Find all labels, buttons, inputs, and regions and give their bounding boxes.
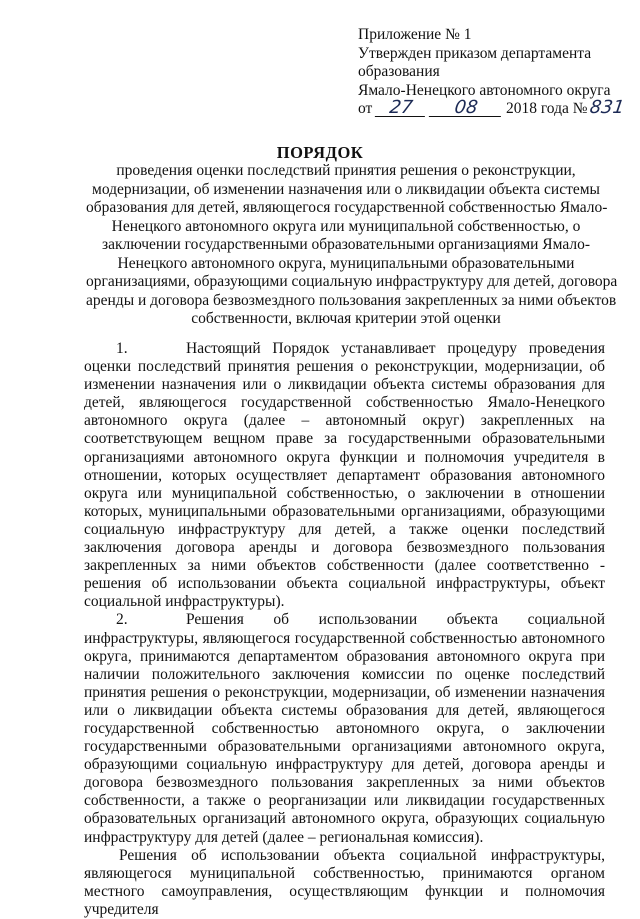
document-body [84,340,605,919]
paragraph-2 [84,611,605,846]
subtitle-line: организациями, образующими социальную инфраструктуру для детей, договора [86,273,618,290]
paragraph-1 [84,340,605,611]
subtitle-line: аренды и договора безвозмездного пользования закрепленных за ними объектов [86,291,617,309]
subtitle-line: Ненецкого автономного округа, муниципальными образовательными [117,254,575,272]
subtitle-line: заключении государственными образовательными организациями Ямало- [101,236,591,253]
subtitle-line: собственности, включая критерии этой оценки [191,310,501,327]
subtitle-line: модернизации, об изменении назначения или о ликвидации объекта системы [92,180,600,198]
handwritten-day: 27 [375,100,427,117]
appendix-label: Приложение № 1 [358,26,472,43]
subtitle-line: проведения оценки последствий принятия решения о реконструкции, [116,162,576,179]
approved-by-line: Утвержден приказом департамента [358,44,592,62]
date-year: 2018 года № [505,100,588,117]
paragraph-number: 2. [116,611,128,629]
paragraph-text: Решения об использовании объекта социальной инфраструктуры, являющегося муниципальной собственностью, принимаются органом местного самоуправления, осуществляющим функции и полномочия учредителя [84,846,605,918]
document-subtitle [86,162,618,329]
handwritten-month: 08 [429,100,503,117]
date-prefix: от [358,100,373,117]
paragraph-number: 1. [116,340,128,357]
paragraph-text: Решения об использовании объекта социальной инфраструктуры, являющегося государственной собственностью автономного округа, принимаются департаментом образования автономного округа при наличии положительного заключения комиссии по оценке последствий принятия решения о реконструкции, модернизации, об изменении назначения или о ликвидации объекта системы образования для детей, являющегося государственной собственностью автономного округа, о заключении государственными образовательными организациями автономного округа, образующими социальную инфраструктуру для детей, договора аренды и договора безвозмездного пользования закрепленных за ними объектов собственности, а также о реорганизации или ликвидации государственных образовательных организаций автономного округа, образующих социальную инфраструктуру для детей (далее – региональная комиссия). [84,611,605,846]
approval-block [358,26,628,119]
paragraph-text: Настоящий Порядок устанавливает процедуру проведения оценки последствий принятия решения о реконструкции, модернизации, об изменении назначения или о ликвидации объекта системы образования для детей, являющегося государственной собственностью Ямало-Ненецкого автономного округа (далее – автономный округ) закрепленных на соответствующем вещном праве за государственными образовательными организациями автономного округа функции и полномочия учредителя в отношении, которых осуществляет департамент образования автономного округа или муниципальной собственностью, о заключении в отношении которых, муниципальными образовательными организациями, образующими социальную инфраструктуру для детей, а также оценки последствий заключения договора аренды и договора безвозмездного пользования закрепленных за ними объектов собственности (далее соответственно - решения об использовании объекта социальной инфраструктуры, объект социальной инфраструктуры). [84,340,605,611]
document-title: ПОРЯДОК [276,143,364,162]
subtitle-line: Ненецкого автономного округа или муниципальной собственностью, о [111,217,581,235]
subtitle-line: образования для детей, являющегося государственной собственностью Ямало- [86,199,608,216]
region-line: Ямало-Ненецкого автономного округа [358,81,611,99]
department-line: образования [358,63,440,80]
order-date-line [358,97,628,119]
handwritten-order-number: 831 [587,97,626,118]
paragraph-3 [84,847,605,919]
